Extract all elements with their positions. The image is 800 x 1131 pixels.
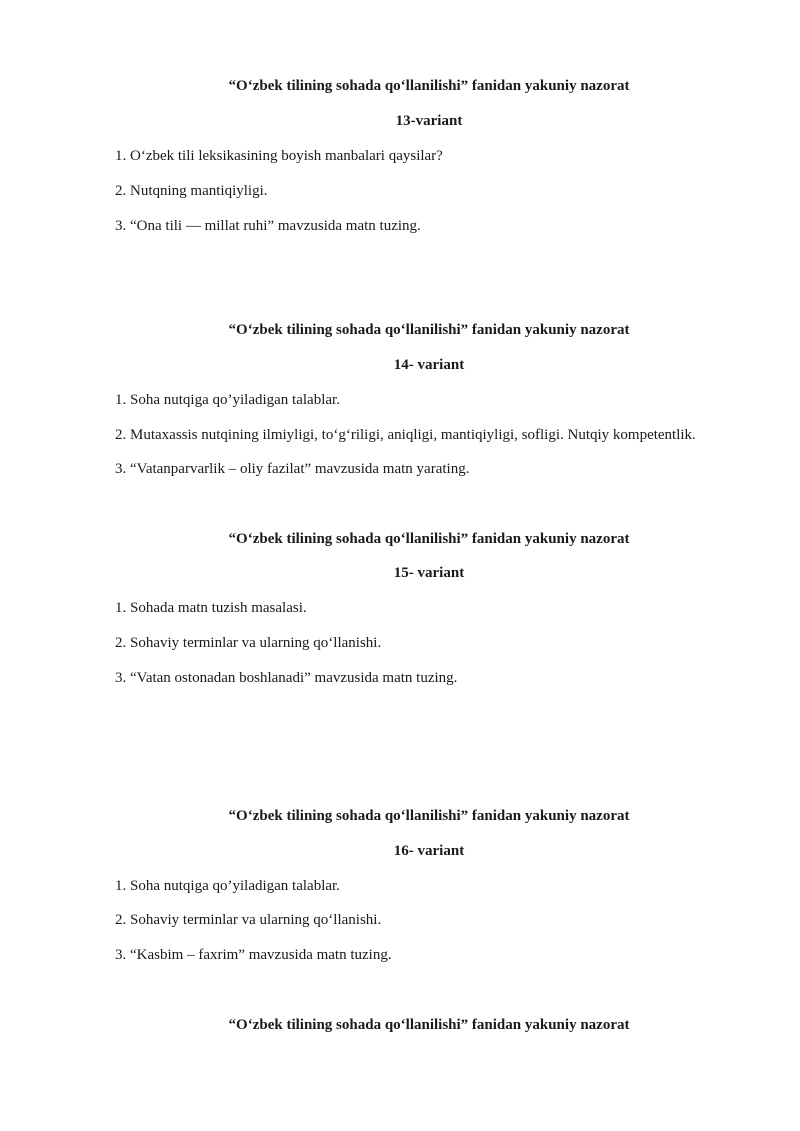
block-title: “O‘zbek tilining sohada qo‘llanilishi” fanidan yakuniy nazorat: [228, 808, 630, 824]
variant-label: 16- variant: [393, 843, 465, 859]
variant-label: 13-variant: [395, 113, 463, 129]
question-item: 3. “Vatan ostonadan boshlanadi” mavzusida matn tuzing.: [115, 670, 458, 686]
question-item: 3. “Ona tili — millat ruhi” mavzusida matn tuzing.: [115, 218, 421, 234]
question-item: 2. Sohaviy terminlar va ularning qo‘llanishi.: [115, 635, 382, 651]
question-item: 3. “Kasbim – faxrim” mavzusida matn tuzing.: [115, 947, 392, 963]
question-item: 2. Mutaxassis nutqining ilmiyligi, to‘g‘riligi, aniqligi, mantiqiyligi, sofligi. Nutqiy kompetentlik.: [115, 427, 696, 443]
question-item: 2. Nutqning mantiqiyligi.: [115, 183, 268, 199]
block-title: “O‘zbek tilining sohada qo‘llanilishi” fanidan yakuniy nazorat: [228, 322, 630, 338]
question-item: 1. Soha nutqiga qo’yiladigan talablar.: [115, 878, 340, 894]
question-item: 1. O‘zbek tili leksikasining boyish manbalari qaysilar?: [115, 148, 443, 164]
question-item: 3. “Vatanparvarlik – oliy fazilat” mavzusida matn yarating.: [115, 461, 470, 477]
variant-label: 15- variant: [393, 565, 465, 581]
block-title: “O‘zbek tilining sohada qo‘llanilishi” fanidan yakuniy nazorat: [228, 531, 630, 547]
block-title: “O‘zbek tilining sohada qo‘llanilishi” fanidan yakuniy nazorat: [228, 1017, 630, 1033]
question-item: 2. Sohaviy terminlar va ularning qo‘llanishi.: [115, 912, 382, 928]
question-item: 1. Sohada matn tuzish masalasi.: [115, 600, 307, 616]
question-item: 1. Soha nutqiga qo’yiladigan talablar.: [115, 392, 340, 408]
variant-label: 14- variant: [393, 357, 465, 373]
block-title: “O‘zbek tilining sohada qo‘llanilishi” fanidan yakuniy nazorat: [228, 78, 630, 94]
